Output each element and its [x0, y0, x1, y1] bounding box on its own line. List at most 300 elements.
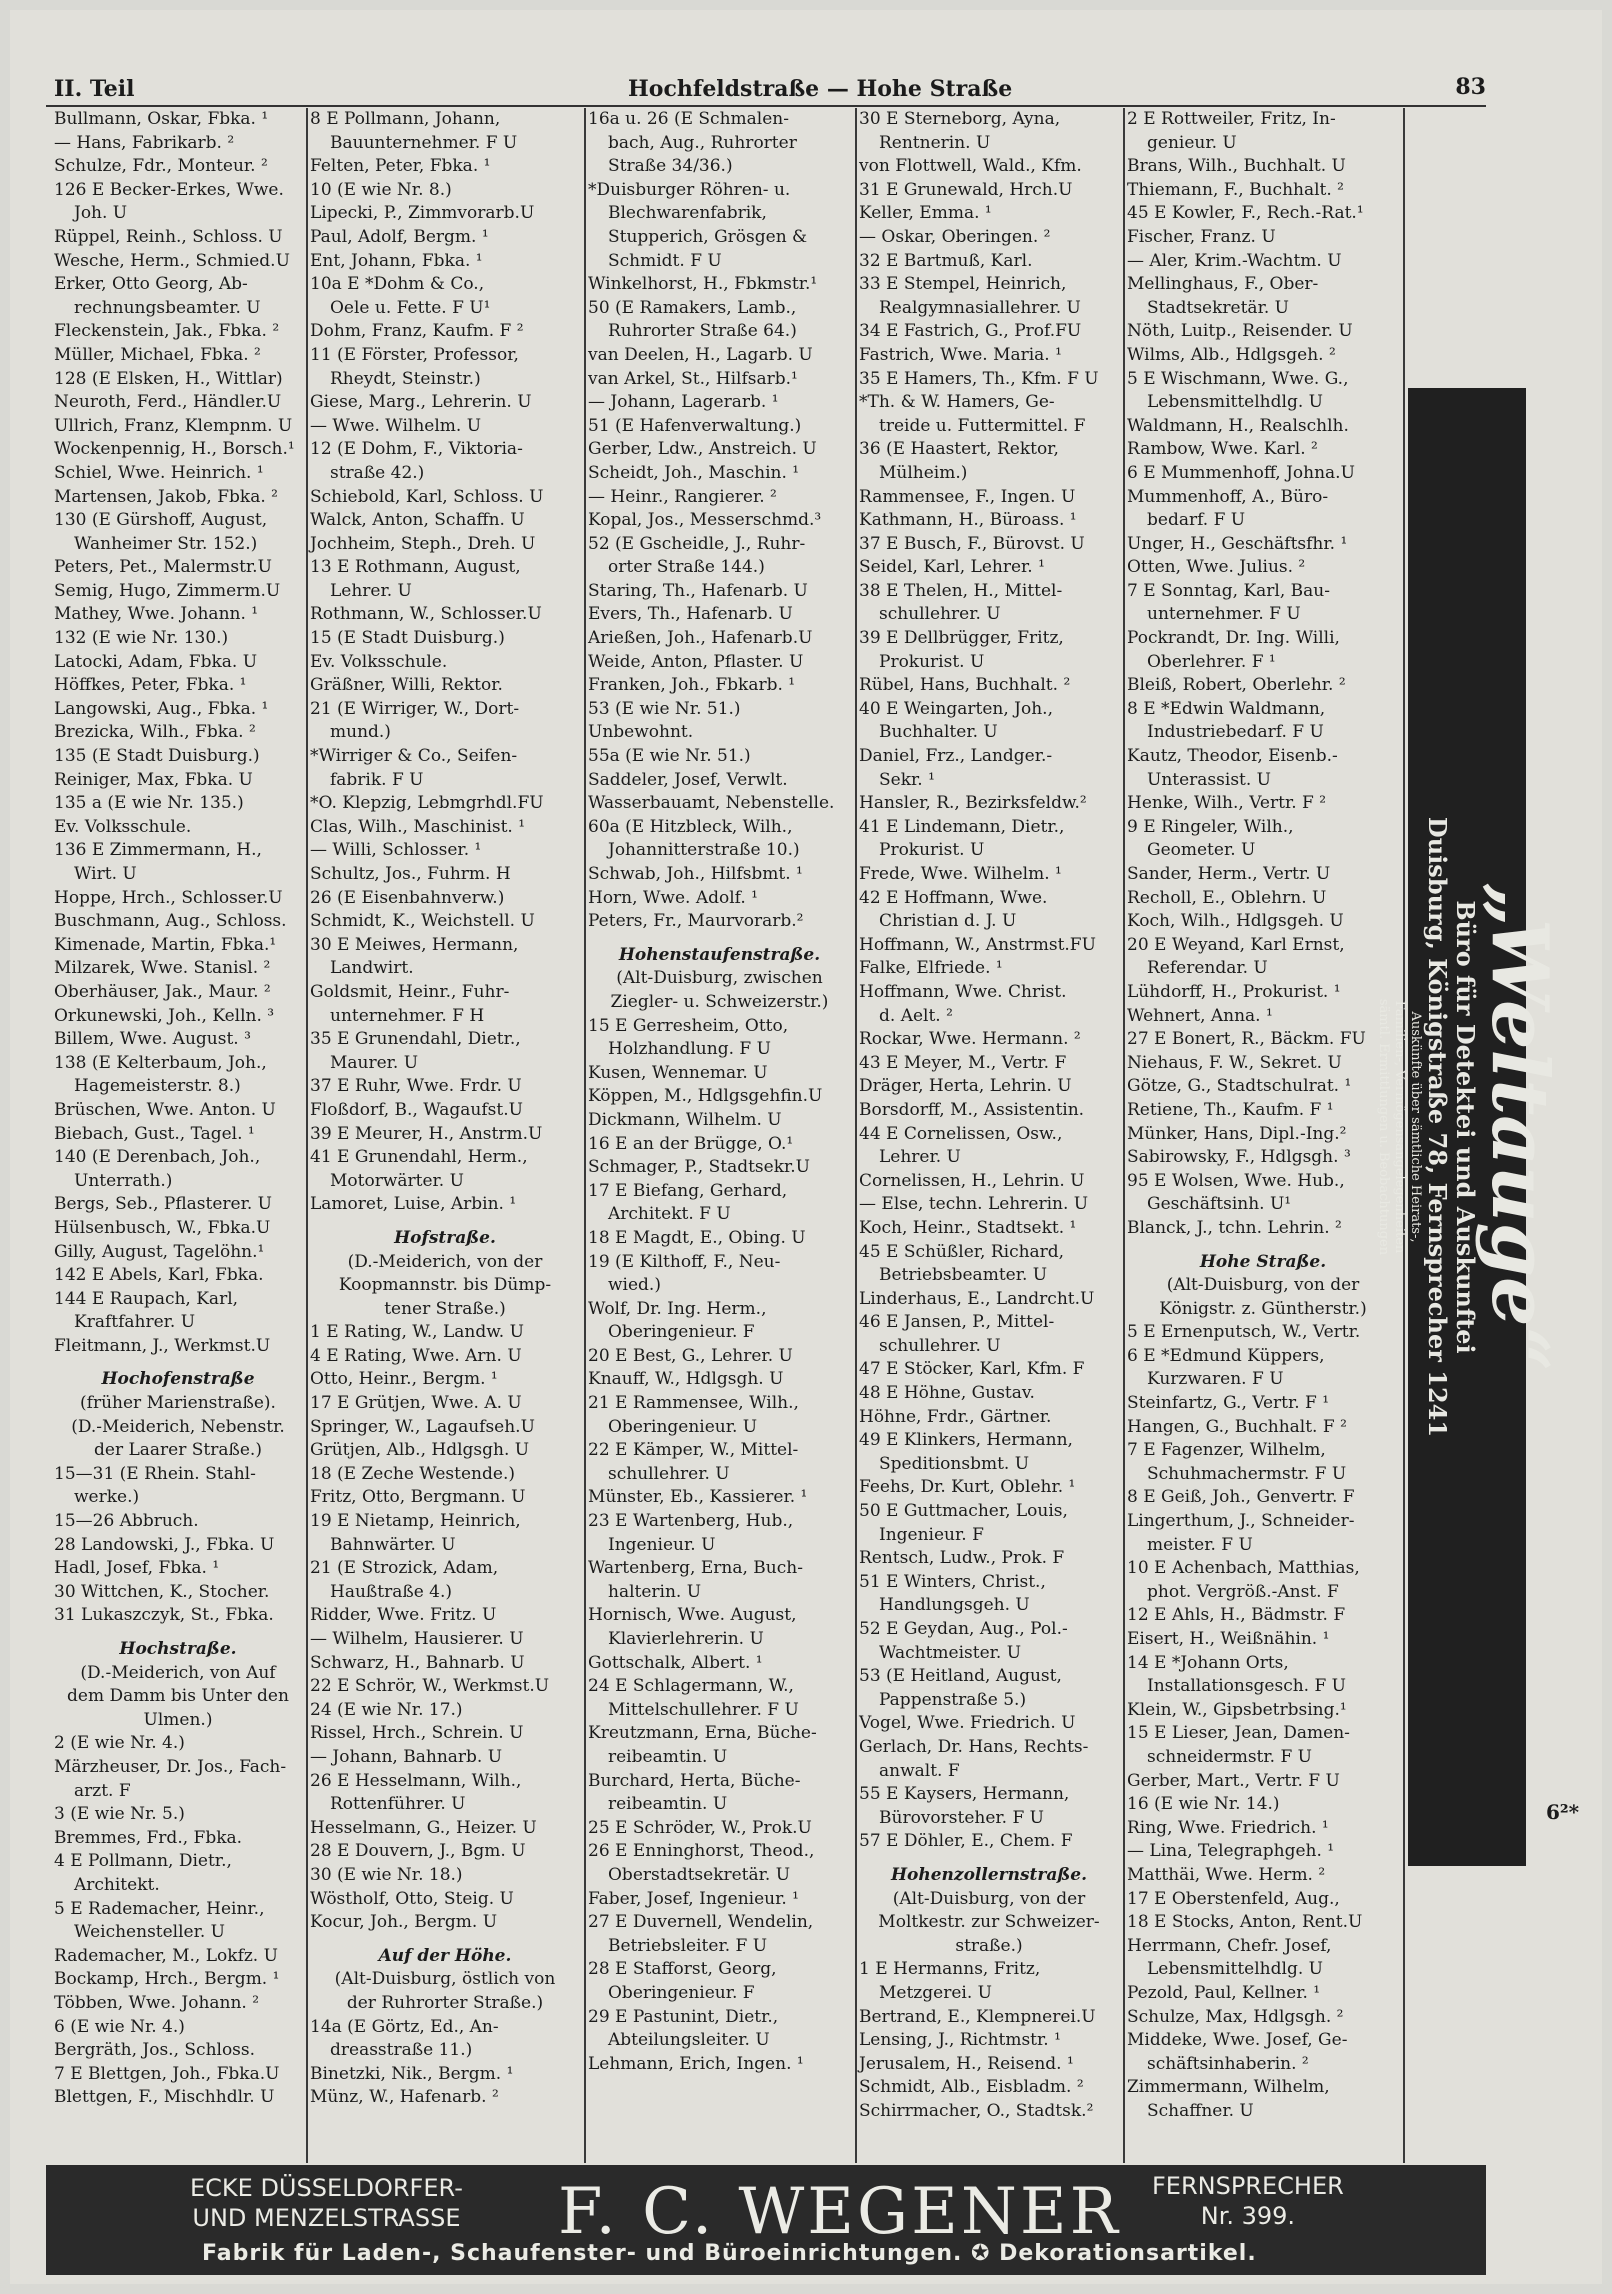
entry-continuation: d. Aelt. ²	[879, 1005, 953, 1026]
entry-continuation: Oele u. Fette. F U¹	[330, 297, 491, 318]
advert-footer: Fabrik für Laden-, Schaufenster- und Büroeinrichtungen. ✪ Dekorationsartikel.	[202, 2241, 1257, 2266]
directory-entry: 138 (E Kelterbaum, Joh.,	[54, 1052, 267, 1073]
directory-entry: 38 E Thelen, H., Mittel-	[859, 580, 1063, 601]
directory-entry: Peters, Pet., Malermstr.U	[54, 557, 272, 578]
directory-entry: Otto, Heinr., Bergm. ¹	[310, 1369, 498, 1390]
directory-entry: Rammensee, F., Ingen. U	[859, 486, 1076, 507]
advert-phone	[1152, 2171, 1344, 2231]
entry-continuation: Architekt. F U	[608, 1204, 731, 1225]
entry-continuation: Johannitterstraße 10.)	[608, 840, 800, 861]
directory-entry: Rockar, Wwe. Hermann. ²	[859, 1029, 1081, 1050]
directory-entry: 42 E Hoffmann, Wwe.	[859, 887, 1048, 908]
directory-entry: Blanck, J., tchn. Lehrin. ²	[1127, 1217, 1342, 1238]
entry-continuation: Oberingenieur. F	[608, 1982, 755, 2003]
entry-continuation: Mittelschullehrer. F U	[608, 1699, 799, 1720]
directory-entry: 50 (E Ramakers, Lamb.,	[588, 297, 797, 318]
directory-entry: 16 (E wie Nr. 14.)	[1127, 1794, 1280, 1815]
street-note: Königstr. z. Güntherstr.)	[1159, 1298, 1367, 1319]
signature-mark: 6²*	[1546, 1800, 1580, 1824]
directory-entry: 17 E Biefang, Gerhard,	[588, 1180, 788, 1201]
street-note: Ulmen.)	[143, 1709, 213, 1730]
directory-entry: Faber, Josef, Ingenieur. ¹	[588, 1888, 799, 1909]
directory-entry: Otten, Wwe. Julius. ²	[1127, 557, 1306, 578]
directory-entry: Mellinghaus, F., Ober-	[1127, 274, 1319, 295]
directory-entry: 16 E an der Brügge, O.¹	[588, 1133, 794, 1154]
entry-continuation: Sekr. ¹	[879, 769, 935, 790]
directory-entry: Vogel, Wwe. Friedrich. U	[859, 1713, 1076, 1734]
directory-entry: Schirrmacher, O., Stadtsk.²	[859, 2100, 1094, 2121]
street-heading: Hofstraße.	[394, 1227, 496, 1248]
directory-entry: Floßdorf, B., Wagaufst.U	[310, 1099, 523, 1120]
directory-entry: 6 E *Edmund Küppers,	[1127, 1345, 1325, 1366]
directory-entry: Schmidt, Alb., Eisbladm. ²	[859, 2077, 1084, 2098]
directory-entry: Zimmermann, Wilhelm,	[1127, 2077, 1330, 2098]
entry-continuation: schullehrer. U	[879, 1335, 1001, 1356]
directory-entry: Knauff, W., Hdlgsgh. U	[588, 1369, 784, 1390]
entry-continuation: Betriebsbeamter. U	[879, 1265, 1048, 1286]
entry-continuation: Industriebedarf. F U	[1147, 722, 1324, 743]
directory-entry: Hornisch, Wwe. August,	[588, 1605, 797, 1626]
directory-entry: 52 E Geydan, Aug., Pol.-	[859, 1619, 1068, 1639]
entry-continuation: Maurer. U	[330, 1052, 419, 1073]
directory-entry: 2 (E wie Nr. 4.)	[54, 1733, 185, 1754]
directory-entry: Cornelissen, H., Lehrin. U	[859, 1170, 1085, 1191]
entry-continuation: genieur. U	[1147, 132, 1237, 153]
directory-entry: Biebach, Gust., Tagel. ¹	[54, 1123, 255, 1144]
entry-continuation: Mülheim.)	[879, 462, 968, 483]
directory-entry: 57 E Döhler, E., Chem. F	[859, 1831, 1073, 1852]
street-note: Koopmannstr. bis Dümp-	[338, 1275, 552, 1296]
directory-entry: Kathmann, H., Büroass. ¹	[859, 510, 1077, 531]
directory-entry: Neuroth, Ferd., Händler.U	[54, 392, 282, 413]
directory-entry: Scheidt, Joh., Maschin. ¹	[588, 462, 800, 483]
directory-entry: Höffkes, Peter, Fbka. ¹	[54, 675, 247, 696]
header-rule	[46, 105, 1486, 107]
directory-entry: 15 (E Stadt Duisburg.)	[310, 628, 505, 649]
directory-entry: Höhne, Frdr., Gärtner.	[859, 1406, 1052, 1427]
directory-entry: 28 Landowski, J., Fbka. U	[54, 1534, 275, 1555]
entry-continuation: schullehrer. U	[879, 604, 1001, 625]
entry-continuation: Schuhmachermstr. F U	[1147, 1463, 1347, 1484]
directory-entry: 4 E Rating, Wwe. Arn. U	[310, 1345, 522, 1366]
directory-entry: Ev. Volksschule.	[54, 816, 192, 837]
directory-entry: Erker, Otto Georg, Ab-	[54, 274, 248, 295]
entry-continuation: straße 42.)	[330, 462, 425, 483]
directory-entry: 20 E Weyand, Karl Ernst,	[1127, 934, 1345, 955]
directory-entry: Münz, W., Hafenarb. ²	[310, 2087, 499, 2108]
directory-entry: Lehmann, Erich, Ingen. ¹	[588, 2053, 804, 2074]
directory-entry: 6 (E wie Nr. 4.)	[54, 2016, 185, 2037]
street-heading: Hohenzollernstraße.	[890, 1864, 1088, 1885]
entry-continuation: Stupperich, Grösgen &	[608, 226, 808, 247]
directory-entry: 32 E Bartmuß, Karl.	[859, 250, 1033, 271]
directory-entry: 8 E Pollmann, Johann,	[310, 109, 501, 129]
directory-entry: Münster, Eb., Kassierer. ¹	[588, 1487, 808, 1508]
entry-continuation: Wachtmeister. U	[879, 1642, 1022, 1663]
directory-entry: 7 E Sonntag, Karl, Bau-	[1127, 580, 1330, 601]
directory-entry: Rissel, Hrch., Schrein. U	[310, 1723, 524, 1744]
directory-entry: Jochheim, Steph., Dreh. U	[310, 533, 536, 554]
directory-entry: Rübel, Hans, Buchhalt. ²	[859, 675, 1071, 696]
directory-entry: 30 E Meiwes, Hermann,	[310, 934, 519, 955]
directory-entry: 39 E Dellbrügger, Fritz,	[859, 628, 1064, 649]
directory-entry: 23 E Wartenberg, Hub.,	[588, 1511, 794, 1532]
column-1	[50, 108, 306, 2163]
directory-entry: 18 (E Zeche Westende.)	[310, 1463, 515, 1484]
directory-entry: Hoppe, Hrch., Schlosser.U	[54, 887, 283, 908]
directory-entry: — Willi, Schlosser. ¹	[310, 840, 482, 861]
directory-entry: 40 E Weingarten, Joh.,	[859, 698, 1053, 719]
entry-continuation: Bürovorsteher. F U	[879, 1807, 1044, 1828]
directory-entry: Springer, W., Lagaufseh.U	[310, 1416, 535, 1437]
directory-entry: Clas, Wilh., Maschinist. ¹	[310, 816, 526, 837]
entry-continuation: Rottenführer. U	[330, 1794, 466, 1815]
street-note: (D.-Meiderich, von Auf	[80, 1662, 276, 1683]
directory-entry: Wasserbauamt, Nebenstelle.	[588, 793, 835, 814]
directory-entry: Rademacher, M., Lokfz. U	[54, 1945, 278, 1966]
street-note: (Alt-Duisburg, zwischen	[616, 968, 823, 989]
directory-entry: Brezicka, Wilh., Fbka. ²	[54, 722, 256, 743]
directory-entry: Kocur, Joh., Bergm. U	[310, 1912, 498, 1933]
advert-address	[190, 2173, 463, 2233]
directory-entry: 19 E Nietamp, Heinrich,	[310, 1511, 521, 1532]
advert-line-2: Duisburg, Königstraße 78, Fernsprecher 1241	[1423, 816, 1452, 1438]
directory-entry: 35 E Grunendahl, Dietr.,	[310, 1029, 521, 1050]
entry-continuation: fabrik. F U	[330, 769, 424, 790]
entry-continuation: reibeamtin. U	[608, 1746, 728, 1767]
directory-entry: Koch, Heinr., Stadtsekt. ¹	[859, 1217, 1077, 1238]
directory-entry: 142 E Abels, Karl, Fbka.	[54, 1265, 264, 1286]
entry-continuation: Geschäftsinh. U¹	[1147, 1194, 1292, 1215]
directory-entry: Latocki, Adam, Fbka. U	[54, 651, 258, 672]
entry-continuation: Ingenieur. U	[608, 1534, 716, 1555]
entry-continuation: Schaffner. U	[1147, 2100, 1254, 2121]
directory-entry: Ring, Wwe. Friedrich. ¹	[1127, 1817, 1329, 1838]
directory-entry: Bremmes, Frd., Fbka.	[54, 1827, 243, 1848]
directory-entry: Niehaus, F. W., Sekret. U	[1127, 1052, 1342, 1073]
entry-continuation: Klavierlehrerin. U	[608, 1629, 764, 1649]
directory-entry: 19 (E Kilthoff, F., Neu-	[588, 1251, 781, 1272]
directory-entry: Bergs, Seb., Pflasterer. U	[54, 1194, 273, 1215]
street-note: Ziegler- u. Schweizerstr.)	[610, 991, 829, 1012]
directory-entry: *O. Klepzig, Lebmgrhdl.FU	[310, 793, 544, 814]
directory-entry: Wehnert, Anna. ¹	[1127, 1005, 1273, 1026]
directory-entry: 130 (E Gürshoff, August,	[54, 510, 268, 531]
directory-entry: Wesche, Herm., Schmied.U	[54, 250, 290, 271]
directory-entry: Kreutzmann, Erna, Büche-	[588, 1723, 817, 1744]
directory-entry: Falke, Elfriede. ¹	[859, 958, 1003, 979]
directory-entry: Bergräth, Jos., Schloss.	[54, 2040, 256, 2061]
directory-entry: 16a u. 26 (E Schmalen-	[588, 109, 789, 129]
directory-entry: 140 (E Derenbach, Joh.,	[54, 1147, 261, 1168]
directory-entry: Köppen, M., Hdlgsgehfin.U	[588, 1086, 823, 1107]
directory-entry: Lamoret, Luise, Arbin. ¹	[310, 1194, 517, 1215]
entry-continuation: phot. Vergröß.-Anst. F	[1147, 1581, 1339, 1602]
directory-entry: 39 E Meurer, H., Anstrm.U	[310, 1123, 543, 1144]
directory-entry: 30 (E wie Nr. 18.)	[310, 1864, 463, 1885]
advert-brand: „Weltauge“	[1474, 882, 1565, 1372]
entry-continuation: Installationsgesch. F U	[1147, 1676, 1347, 1697]
directory-entry: Brüschen, Wwe. Anton. U	[54, 1099, 276, 1120]
directory-entry: Gilly, August, Tagelöhn.¹	[54, 1241, 265, 1262]
directory-entry: Daniel, Frz., Landger.-	[859, 746, 1053, 767]
column-2	[306, 108, 584, 2163]
entry-continuation: Ingenieur. F	[879, 1524, 984, 1545]
directory-entry: — Heinr., Rangierer. ²	[588, 486, 777, 507]
directory-entry: Weide, Anton, Pflaster. U	[588, 651, 804, 672]
directory-entry: 37 E Ruhr, Wwe. Frdr. U	[310, 1076, 522, 1097]
entry-continuation: bach, Aug., Ruhrorter	[608, 132, 797, 153]
advert-line-1: Büro für Detektei und Auskunftei	[1451, 900, 1480, 1354]
entry-continuation: arzt. F	[74, 1780, 131, 1801]
directory-entry: Henke, Wilh., Vertr. F ²	[1127, 793, 1327, 814]
directory-entry: von Flottwell, Wald., Kfm.	[859, 156, 1082, 177]
directory-entry: van Arkel, St., Hilfsarb.¹	[588, 368, 798, 389]
directory-entry: Brans, Wilh., Buchhalt. U	[1127, 156, 1346, 177]
entry-continuation: Oberingenieur. U	[608, 1416, 758, 1437]
entry-continuation: rechnungsbeamter. U	[74, 297, 261, 318]
directory-entry: Evers, Th., Hafenarb. U	[588, 604, 793, 625]
column-3	[584, 108, 855, 2163]
directory-entry: 10 E Achenbach, Matthias,	[1127, 1558, 1360, 1579]
directory-entry: Orkunewski, Joh., Kelln. ³	[54, 1005, 275, 1026]
directory-entry: Ullrich, Franz, Klempnm. U	[54, 415, 293, 436]
entry-continuation: Oberingenieur. F	[608, 1322, 755, 1343]
directory-entry: Schiel, Wwe. Heinrich. ¹	[54, 462, 264, 483]
directory-entry: Goldsmit, Heinr., Fuhr-	[310, 981, 510, 1002]
street-note: straße.)	[955, 1935, 1023, 1956]
directory-entry: Schmidt, K., Weichstell. U	[310, 911, 535, 932]
entry-continuation: Christian d. J. U	[879, 911, 1017, 932]
entry-continuation: Pappenstraße 5.)	[879, 1689, 1027, 1710]
directory-entry: Ridder, Wwe. Fritz. U	[310, 1605, 497, 1626]
entry-continuation: dreasstraße 11.)	[330, 2040, 473, 2061]
directory-entry: Unbewohnt.	[588, 722, 694, 743]
entry-continuation: unternehmer. F U	[1147, 604, 1301, 625]
entry-continuation: Lehrer. U	[879, 1147, 961, 1168]
entry-continuation: Prokurist. U	[879, 840, 985, 861]
directory-entry: Retiene, Th., Kaufm. F ¹	[1127, 1099, 1334, 1120]
entry-continuation: schneidermstr. F U	[1147, 1746, 1312, 1767]
directory-entry: Märzheuser, Dr. Jos., Fach-	[54, 1756, 287, 1777]
advert-phone-label: FERNSPRECHER	[1152, 2172, 1344, 2200]
directory-entry: 15 E Lieser, Jean, Damen-	[1127, 1723, 1350, 1744]
directory-entry: Lühdorff, H., Prokurist. ¹	[1127, 981, 1341, 1002]
directory-entry: Rambow, Wwe. Karl. ²	[1127, 439, 1318, 460]
advert-small-3: sämtl. Ermittlungen u. Beobachtungen	[1376, 998, 1391, 1256]
entry-continuation: Abteilungsleiter. U	[608, 2030, 770, 2051]
directory-entry: Arießen, Joh., Hafenarb.U	[588, 628, 813, 649]
directory-entry: Gerber, Mart., Vertr. F U	[1127, 1770, 1340, 1791]
directory-entry: Hadl, Josef, Fbka. ¹	[54, 1558, 220, 1579]
directory-entry: 95 E Wolsen, Wwe. Hub.,	[1127, 1170, 1345, 1191]
directory-entry: 5 E Ernenputsch, W., Vertr.	[1127, 1322, 1361, 1343]
directory-entry: Lingerthum, J., Schneider-	[1127, 1511, 1355, 1532]
street-note: (Alt-Duisburg, von der	[1166, 1275, 1360, 1296]
entry-continuation: wied.)	[608, 1275, 661, 1296]
directory-entry: 21 (E Wirriger, W., Dort-	[310, 698, 520, 719]
directory-entry: Hansler, R., Bezirksfeldw.²	[859, 793, 1087, 814]
directory-entry: 24 (E wie Nr. 17.)	[310, 1699, 463, 1720]
column-4	[855, 108, 1123, 2163]
entry-continuation: meister. F U	[1147, 1534, 1253, 1555]
directory-entry: Hesselmann, G., Heizer. U	[310, 1817, 537, 1838]
street-note: der Ruhrorter Straße.)	[346, 1992, 544, 2013]
entry-continuation: Lebensmittelhdlg. U	[1147, 392, 1323, 413]
directory-entry: Wockenpennig, H., Borsch.¹	[54, 439, 295, 460]
directory-entry: Schiebold, Karl, Schloss. U	[310, 486, 544, 507]
directory-entry: Nöth, Luitp., Reisender. U	[1127, 321, 1353, 342]
directory-entry: Horn, Wwe. Adolf. ¹	[588, 887, 758, 908]
directory-entry: Dräger, Herta, Lehrin. U	[859, 1076, 1072, 1097]
directory-entry: Bockamp, Hrch., Bergm. ¹	[54, 1969, 280, 1990]
directory-entry: Ent, Johann, Fbka. ¹	[310, 250, 483, 271]
directory-entry: 49 E Klinkers, Hermann,	[859, 1430, 1073, 1451]
directory-entry: Herrmann, Chefr. Josef,	[1127, 1935, 1332, 1956]
directory-entry: Müller, Michael, Fbka. ²	[54, 344, 261, 365]
directory-entry: Gerlach, Dr. Hans, Rechts-	[859, 1736, 1089, 1757]
directory-entry: 18 E Stocks, Anton, Rent.U	[1127, 1912, 1363, 1933]
directory-entry: 33 E Stempel, Heinrich,	[859, 274, 1067, 295]
directory-entry: Fleckenstein, Jak., Fbka. ²	[54, 321, 280, 342]
directory-entry: 132 (E wie Nr. 130.)	[54, 628, 229, 649]
directory-entry: Frede, Wwe. Wilhelm. ¹	[859, 864, 1062, 884]
directory-entry: — Wwe. Wilhelm. U	[310, 415, 482, 436]
entry-continuation: Landwirt.	[330, 958, 414, 979]
part-label: II. Teil	[54, 76, 135, 102]
directory-entry: Schulze, Fdr., Monteur. ²	[54, 156, 268, 177]
directory-entry: 51 (E Hafenverwaltung.)	[588, 415, 802, 436]
entry-continuation: Speditionsbmt. U	[879, 1453, 1030, 1474]
directory-entry: 25 E Schröder, W., Prok.U	[588, 1817, 812, 1838]
directory-entry: Schultz, Jos., Fuhrm. H	[310, 864, 511, 884]
directory-entry: Gräßner, Willi, Rektor.	[310, 675, 503, 696]
directory-entry: Unger, H., Geschäftsfhr. ¹	[1127, 533, 1348, 554]
directory-entry: Götze, G., Stadtschulrat. ¹	[1127, 1076, 1352, 1097]
directory-entry: Hoffmann, W., Anstrmst.FU	[859, 934, 1096, 955]
entry-continuation: Blechwarenfabrik,	[608, 203, 767, 224]
directory-entry: 26 E Enninghorst, Theod.,	[588, 1841, 815, 1862]
directory-entry: 21 (E Strozick, Adam,	[310, 1558, 499, 1579]
directory-entry: Eisert, H., Weißnähin. ¹	[1127, 1629, 1330, 1649]
entry-continuation: Haußtraße 4.)	[330, 1581, 453, 1602]
directory-entry: Semig, Hugo, Zimmerm.U	[54, 580, 281, 601]
directory-entry: 47 E Stöcker, Karl, Kfm. F	[859, 1359, 1085, 1380]
advert-address-line-2: UND MENZELSTRASSE	[192, 2204, 461, 2232]
directory-entry: 21 E Rammensee, Wilh.,	[588, 1393, 799, 1414]
directory-entry: Staring, Th., Hafenarb. U	[588, 580, 808, 601]
directory-entry: Steinfartz, G., Vertr. F ¹	[1127, 1393, 1330, 1414]
directory-entry: — Johann, Lagerarb. ¹	[588, 392, 779, 413]
directory-entry: Wöstholf, Otto, Steig. U	[310, 1888, 514, 1909]
directory-entry: 14a (E Görtz, Ed., An-	[310, 2016, 499, 2037]
street-heading: Hohenstaufenstraße.	[618, 944, 821, 965]
directory-entry: 44 E Cornelissen, Osw.,	[859, 1123, 1063, 1144]
directory-entry: 10 (E wie Nr. 8.)	[310, 179, 452, 200]
directory-entry: 136 E Zimmermann, H.,	[54, 840, 262, 861]
directory-entry: 41 E Lindemann, Dietr.,	[859, 816, 1065, 837]
entry-continuation: Referendar. U	[1147, 958, 1268, 979]
directory-entry: 17 E Oberstenfeld, Aug.,	[1127, 1888, 1340, 1909]
directory-entry: 41 E Grunendahl, Herm.,	[310, 1147, 528, 1168]
entry-continuation: Kurzwaren. F U	[1147, 1369, 1284, 1390]
directory-entry: 28 E Douvern, J., Bgm. U	[310, 1841, 526, 1862]
directory-entry: *Duisburger Röhren- u.	[588, 179, 791, 200]
directory-entry: 1 E Rating, W., Landw. U	[310, 1322, 524, 1343]
directory-entry: Fleitmann, J., Werkmst.U	[54, 1335, 271, 1356]
directory-entry: Kopal, Jos., Messerschmd.³	[588, 510, 822, 531]
directory-entry: 43 E Meyer, M., Vertr. F	[859, 1052, 1067, 1073]
directory-entry: Schwab, Joh., Hilfsbmt. ¹	[588, 864, 803, 884]
directory-entry: Wolf, Dr. Ing. Herm.,	[588, 1298, 767, 1319]
directory-entry: Jerusalem, H., Reisend. ¹	[859, 2053, 1074, 2074]
entry-continuation: Holzhandlung. F U	[608, 1039, 771, 1060]
directory-entry: Giese, Marg., Lehrerin. U	[310, 392, 532, 413]
entry-continuation: Rentnerin. U	[879, 132, 991, 153]
entry-continuation: Prokurist. U	[879, 651, 985, 672]
directory-entry: Feehs, Dr. Kurt, Oblehr. ¹	[859, 1477, 1076, 1498]
directory-entry: Franken, Joh., Fbkarb. ¹	[588, 675, 796, 696]
directory-entry: Waldmann, H., Realschlh.	[1127, 415, 1349, 436]
directory-entry: Milzarek, Wwe. Stanisl. ²	[54, 958, 271, 979]
directory-entry: Többen, Wwe. Johann. ²	[54, 1992, 260, 2013]
directory-entry: Buschmann, Aug., Schloss.	[54, 911, 287, 932]
directory-entry: 55 E Kaysers, Hermann,	[859, 1784, 1070, 1805]
directory-entry: Seidel, Karl, Lehrer. ¹	[859, 557, 1045, 578]
entry-continuation: Buchhalter. U	[879, 722, 998, 743]
directory-entry: 36 (E Haastert, Rektor,	[859, 439, 1059, 460]
directory-entry: Ev. Volksschule.	[310, 651, 448, 672]
directory-entry: 46 E Jansen, P., Mittel-	[859, 1312, 1055, 1333]
directory-entry: *Wirriger & Co., Seifen-	[310, 746, 518, 767]
directory-entry: Münker, Hans, Dipl.-Ing.²	[1127, 1123, 1347, 1144]
directory-entry: van Deelen, H., Lagarb. U	[588, 344, 813, 365]
entry-continuation: unternehmer. F H	[330, 1005, 485, 1026]
entry-continuation: Lebensmittelhdlg. U	[1147, 1959, 1323, 1980]
advert-small-2: Familien-, Vermögensangelegenheiten	[1392, 1000, 1407, 1254]
directory-entry: Lipecki, P., Zimmvorarb.U	[310, 203, 535, 224]
directory-entry: Borsdorff, M., Assistentin.	[859, 1099, 1085, 1120]
page-number: 83	[1455, 74, 1486, 100]
entry-continuation: Bauunternehmer. F U	[330, 132, 518, 153]
directory-entry: 27 E Bonert, R., Bäckm. FU	[1127, 1029, 1366, 1050]
entry-continuation: reibeamtin. U	[608, 1794, 728, 1815]
directory-entry: Billem, Wwe. August. ³	[54, 1029, 251, 1050]
directory-entry: 15—26 Abbruch.	[54, 1511, 199, 1532]
directory-entry: Kautz, Theodor, Eisenb.-	[1127, 746, 1338, 767]
directory-entry: 53 (E Heitland, August,	[859, 1666, 1062, 1687]
entry-continuation: Handlungsgeh. U	[879, 1595, 1030, 1616]
directory-entry: *Th. & W. Hamers, Ge-	[859, 392, 1055, 413]
entry-continuation: Wanheimer Str. 152.)	[74, 533, 258, 554]
directory-entry: 126 E Becker-Erkes, Wwe.	[54, 179, 284, 200]
directory-entry: Bullmann, Oskar, Fbka. ¹	[54, 109, 269, 129]
directory-entry: 34 E Fastrich, G., Prof.FU	[859, 321, 1082, 342]
directory-entry: 12 (E Dohm, F., Viktoria-	[310, 439, 523, 460]
entry-continuation: Joh. U	[74, 203, 128, 224]
directory-entry: Matthäi, Wwe. Herm. ²	[1127, 1864, 1326, 1885]
directory-entry: Blettgen, F., Mischhdlr. U	[54, 2087, 275, 2108]
directory-entry: Bleiß, Robert, Oberlehr. ²	[1127, 675, 1346, 696]
entry-continuation: Rheydt, Steinstr.)	[330, 368, 481, 389]
directory-entry: 144 E Raupach, Karl,	[54, 1288, 239, 1309]
directory-entry: — Aler, Krim.-Wachtm. U	[1127, 250, 1342, 271]
directory-entry: 18 E Magdt, E., Obing. U	[588, 1227, 806, 1248]
directory-entry: Burchard, Herta, Büche-	[588, 1770, 801, 1791]
directory-entry: 14 E *Johann Orts,	[1127, 1652, 1289, 1673]
directory-entry: Bertrand, E., Klempnerei.U	[859, 2006, 1096, 2027]
directory-entry: Hülsenbusch, W., Fbka.U	[54, 1217, 271, 1238]
